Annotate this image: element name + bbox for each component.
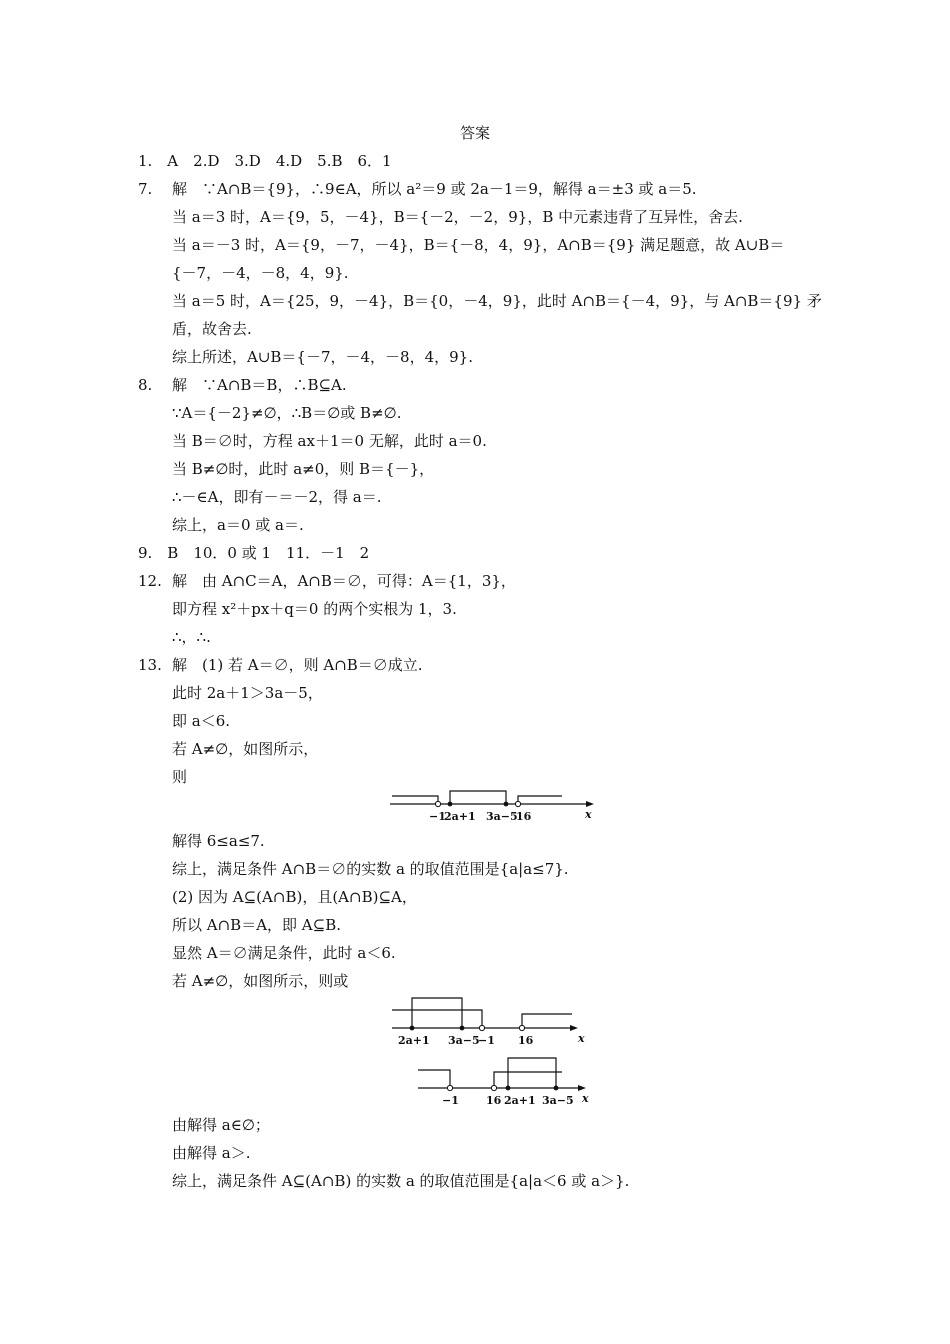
fig2-label: 2a+1: [398, 1034, 430, 1047]
q13-line: (2) 因为 A⊆(A∩B)，且(A∩B)⊆A，: [172, 888, 417, 906]
fig3-axis-label: x: [582, 1092, 589, 1105]
fig3-label: 16: [486, 1094, 502, 1107]
fig2-label: −1: [478, 1034, 495, 1047]
fig1-label: 2a+1: [444, 810, 476, 823]
q7-line: 解 ∵A∩B＝{9}，∴9∈A，所以 a²＝9 或 2a－1＝9，解得 a＝±3 或 a＝5.: [172, 180, 697, 198]
q13-line: 解 (1) 若 A＝∅，则 A∩B＝∅成立.: [172, 656, 423, 674]
q8-line: ∵A＝{－2}≠∅，∴B＝∅或 B≠∅.: [172, 404, 402, 422]
q8-line: 当 B≠∅时，此时 a≠0，则 B＝{－}，: [172, 460, 435, 478]
fig2-axis-label: x: [578, 1032, 585, 1045]
fig3-label: 2a+1: [504, 1094, 536, 1107]
page-title: 答案: [459, 124, 490, 142]
fig1-label: 16: [516, 810, 532, 823]
q7-line: 当 a＝－3 时，A＝{9，－7，－4}，B＝{－8，4，9}，A∩B＝{9} 满足题意，故 A∪B＝: [172, 236, 785, 254]
q7-number: 7.: [138, 180, 153, 198]
q12-line: ∴，∴.: [172, 628, 211, 646]
fig3-label: 3a−5: [542, 1094, 574, 1107]
q8-line: 当 B＝∅时，方程 ax＋1＝0 无解，此时 a＝0.: [172, 432, 487, 450]
q13-line: 由解得 a＞.: [172, 1144, 251, 1162]
number-line-figure-2: [392, 994, 592, 1050]
q7-line: 综上所述，A∪B＝{－7，－4，－8，4，9}.: [172, 348, 473, 366]
q8-line: 综上，a＝0 或 a＝.: [172, 516, 304, 534]
answers-9-11: 9. B 10．0 或 1 11．－1 2: [138, 544, 370, 562]
q13-line: 显然 A＝∅满足条件，此时 a＜6.: [172, 944, 396, 962]
q13-line: 综上，满足条件 A∩B＝∅的实数 a 的取值范围是{a|a≤7}.: [172, 860, 569, 878]
fig1-axis-label: x: [585, 808, 592, 821]
q8-line: 解 ∵A∩B＝B，∴B⊆A.: [172, 376, 347, 394]
fig1-label: 3a−5: [486, 810, 518, 823]
q12-number: 12.: [138, 572, 162, 590]
q7-line: 当 a＝3 时，A＝{9，5，－4}，B＝{－2，－2，9}，B 中元素违背了互异性，舍去.: [172, 208, 743, 226]
fig2-label: 3a−5: [448, 1034, 480, 1047]
q13-line: 若 A≠∅，如图所示，: [172, 740, 319, 758]
q12-line: 即方程 x²＋px＋q＝0 的两个实根为 1，3.: [172, 600, 457, 618]
q13-line: 即 a＜6.: [172, 712, 231, 730]
q13-line: 解得 6≤a≤7.: [172, 832, 265, 850]
q8-line: ∴－∈A，即有－＝－2，得 a＝.: [172, 488, 382, 506]
q13-number: 13.: [138, 656, 162, 674]
q8-number: 8.: [138, 376, 153, 394]
fig2-label: 16: [518, 1034, 534, 1047]
q13-line: 此时 2a＋1＞3a－5，: [172, 684, 323, 702]
q13-line: 若 A≠∅，如图所示，则或: [172, 972, 349, 990]
q7-line: {－7，－4，－8，4，9}.: [172, 264, 349, 282]
q13-line: 所以 A∩B＝A，即 A⊆B.: [172, 916, 341, 934]
q7-line: 盾，故舍去.: [172, 320, 252, 338]
q13-line: 则: [172, 768, 188, 786]
q13-line: 由解得 a∈∅；: [172, 1116, 270, 1134]
number-line-figure-1: [390, 786, 600, 826]
q13-line: 综上，满足条件 A⊆(A∩B) 的实数 a 的取值范围是{a|a＜6 或 a＞}.: [172, 1172, 630, 1190]
answers-1-6: 1. A 2.D 3.D 4.D 5.B 6．1: [138, 152, 392, 170]
q7-line: 当 a＝5 时，A＝{25，9，－4}，B＝{0，－4，9}，此时 A∩B＝{－4，9}，与 A∩B＝{9} 矛: [172, 292, 822, 310]
fig1-label: −1: [429, 810, 446, 823]
q12-line: 解 由 A∩C＝A，A∩B＝∅，可得：A＝{1，3}，: [172, 572, 516, 590]
fig3-label: −1: [442, 1094, 459, 1107]
number-line-figure-3: [418, 1056, 598, 1108]
